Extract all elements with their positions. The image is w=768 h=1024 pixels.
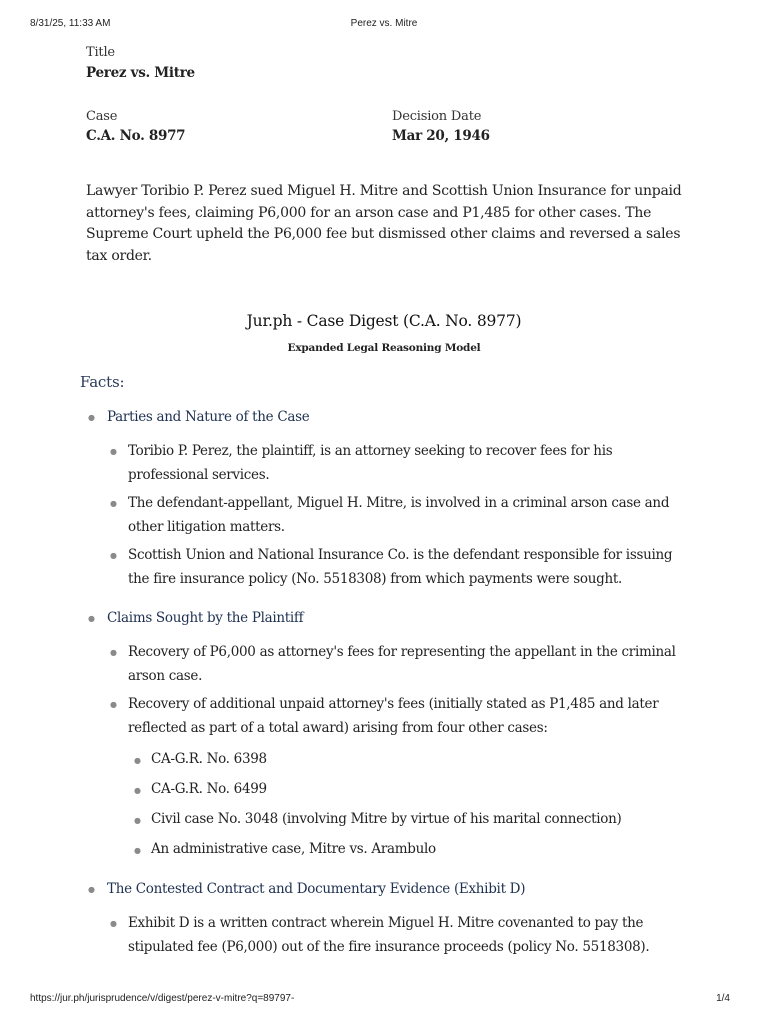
bullet-icon: ● bbox=[110, 648, 117, 657]
sub-list-item: An administrative case, Mitre vs. Arambulo bbox=[151, 841, 436, 857]
bullet-icon: ● bbox=[110, 499, 117, 508]
bullet-icon: ● bbox=[134, 756, 141, 765]
section-title: Claims Sought by the Plaintiff bbox=[107, 610, 304, 626]
case-number: C.A. No. 8977 bbox=[86, 128, 186, 144]
bullet-icon: ● bbox=[88, 413, 95, 422]
print-page-title: Perez vs. Mitre bbox=[350, 18, 418, 29]
decision-date-label: Decision Date bbox=[392, 109, 482, 124]
digest-subtitle: Expanded Legal Reasoning Model bbox=[287, 342, 481, 354]
bullet-icon: ● bbox=[134, 846, 141, 855]
print-footer bbox=[30, 993, 738, 1007]
bullet-icon: ● bbox=[134, 816, 141, 825]
list-item: Scottish Union and National Insurance Co. is the defendant responsible for issuing the fire insurance policy (No. 5518308) from which payments were sought. bbox=[128, 547, 673, 587]
list-item: Exhibit D is a written contract wherein Miguel H. Mitre covenanted to pay the stipulated fee (P6,000) out of the fire insurance proceeds (policy No. 5518308). bbox=[128, 915, 650, 955]
bullet-icon: ● bbox=[110, 700, 117, 709]
list-item: The defendant-appellant, Miguel H. Mitre, is involved in a criminal arson case and other litigation matters. bbox=[128, 495, 670, 535]
sub-list-item: CA-G.R. No. 6499 bbox=[151, 781, 267, 797]
sub-list-item: Civil case No. 3048 (involving Mitre by virtue of his marital connection) bbox=[151, 811, 622, 827]
decision-date: Mar 20, 1946 bbox=[392, 128, 490, 144]
page-url: https://jur.ph/jurisprudence/v/digest/perez-v-mitre?q=89797- bbox=[30, 993, 295, 1004]
section-title: Parties and Nature of the Case bbox=[107, 409, 310, 425]
print-header bbox=[30, 18, 738, 32]
list-item: Recovery of additional unpaid attorney's fees (initially stated as P1,485 and later reflected as part of a total award) arising from four other cases: bbox=[128, 696, 659, 736]
case-title: Perez vs. Mitre bbox=[86, 65, 195, 81]
bullet-icon: ● bbox=[88, 885, 95, 894]
facts-heading: Facts: bbox=[80, 373, 125, 391]
bullet-icon: ● bbox=[110, 447, 117, 456]
list-item: Recovery of P6,000 as attorney's fees for representing the appellant in the criminal arson case. bbox=[128, 644, 676, 684]
case-label: Case bbox=[86, 109, 118, 124]
bullet-icon: ● bbox=[110, 919, 117, 928]
bullet-icon: ● bbox=[134, 786, 141, 795]
list-item: Toribio P. Perez, the plaintiff, is an attorney seeking to recover fees for his professional services. bbox=[128, 443, 613, 483]
digest-title: Jur.ph - Case Digest (C.A. No. 8977) bbox=[246, 312, 522, 330]
bullet-icon: ● bbox=[88, 614, 95, 623]
case-summary: Lawyer Toribio P. Perez sued Miguel H. Mitre and Scottish Union Insurance for unpaid attorney's fees, claiming P6,000 for an arson case and P1,485 for other cases. The Supreme Court upheld the P6,000 fee but dismissed other claims and reversed a sales tax order. bbox=[86, 183, 682, 264]
title-label: Title bbox=[86, 45, 115, 60]
bullet-icon: ● bbox=[110, 551, 117, 560]
sub-list-item: CA-G.R. No. 6398 bbox=[151, 751, 267, 767]
print-timestamp: 8/31/25, 11:33 AM bbox=[30, 18, 111, 29]
page-number: 1/4 bbox=[716, 993, 730, 1004]
section-title: The Contested Contract and Documentary Evidence (Exhibit D) bbox=[107, 881, 526, 897]
